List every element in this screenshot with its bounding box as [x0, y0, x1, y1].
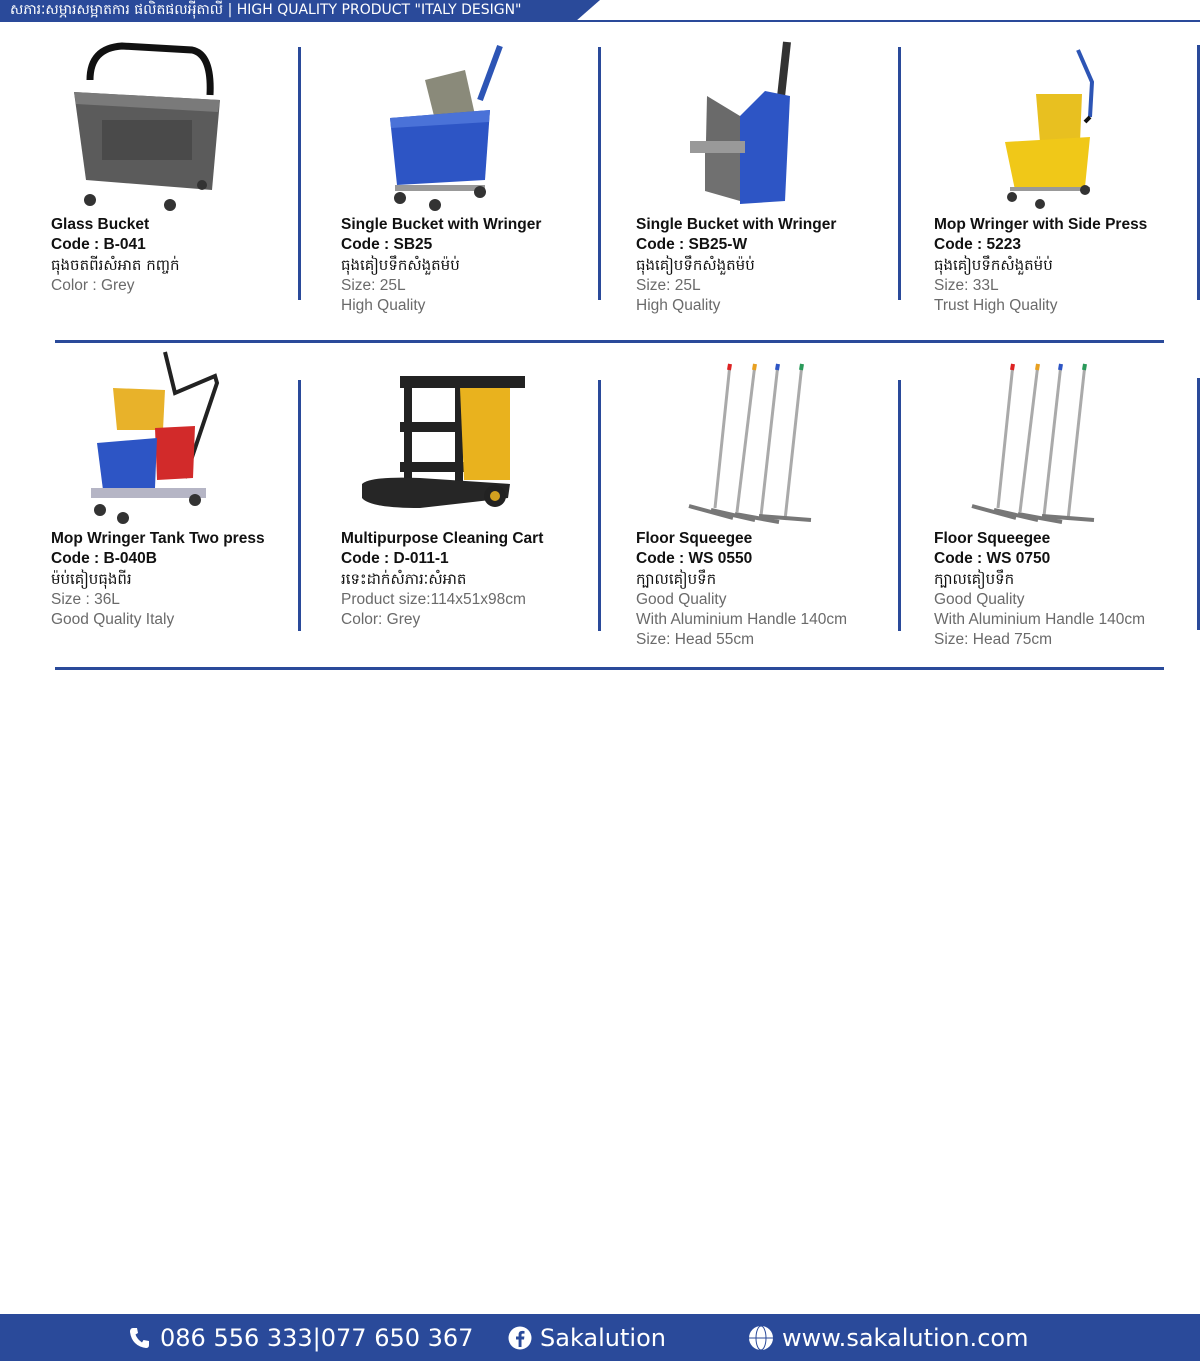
product-detail: Trust High Quality: [934, 297, 1058, 314]
column-divider: [898, 47, 901, 300]
product-code: Code : 5223: [934, 236, 1022, 253]
product-name: Floor Squeegee: [636, 530, 753, 547]
product-khmer-name: ម៉ប់គៀបធុងពីរ: [51, 570, 132, 588]
product-name: Floor Squeegee: [934, 530, 1051, 547]
product-code: Code : B-041: [51, 236, 146, 253]
product-detail: Size: Head 55cm: [636, 631, 755, 648]
side-press-wringer-image: [1000, 42, 1100, 212]
floor-squeegee-image: [685, 360, 815, 525]
row-divider: [55, 340, 1164, 343]
product-detail: High Quality: [636, 297, 721, 314]
product-code: Code : D-011-1: [341, 550, 449, 567]
product-khmer-name: ក្បាលគៀបទឹក: [636, 570, 717, 588]
product-khmer-name: ធុងគៀបទឹកសំងួតម៉ប់: [636, 256, 755, 274]
globe-icon: [748, 1325, 774, 1351]
product-name: Glass Bucket: [51, 216, 150, 233]
column-divider: [898, 380, 901, 631]
footer-website[interactable]: [748, 1314, 1028, 1361]
product-detail: Color: Grey: [341, 611, 421, 628]
two-press-tank-image: [85, 348, 225, 526]
product-code: Code : SB25: [341, 236, 433, 253]
product-code: Code : WS 0550: [636, 550, 753, 567]
product-name: Single Bucket with Wringer: [341, 216, 542, 233]
cleaning-cart-image: [360, 372, 530, 514]
product-khmer-name: ក្បាលគៀបទឹក: [934, 570, 1015, 588]
product-name: Single Bucket with Wringer: [636, 216, 837, 233]
product-detail: Color : Grey: [51, 277, 135, 294]
footer-bar: [0, 1314, 1200, 1361]
product-khmer-name: ធុងចតពីរសំអាត កញ្ចក់: [51, 256, 180, 274]
product-detail: Size : 36L: [51, 591, 120, 608]
header-rule: [0, 20, 1200, 22]
phone-icon: [128, 1326, 152, 1350]
product-name: Mop Wringer Tank Two press: [51, 530, 265, 547]
product-detail: High Quality: [341, 297, 426, 314]
wringer-image: [685, 36, 800, 211]
product-detail: Product size:114x51x98cm: [341, 591, 526, 608]
product-name: Multipurpose Cleaning Cart: [341, 530, 544, 547]
product-code: Code : B-040B: [51, 550, 157, 567]
header-title: សភារៈសម្ភារសម្អាតការ ផលិតផលអុីតាលី | HIGH QUALITY PRODUCT "ITALY DESIGN": [10, 2, 522, 18]
product-detail: Size: Head 75cm: [934, 631, 1053, 648]
product-detail: With Aluminium Handle 140cm: [636, 611, 848, 628]
product-detail: Size: 25L: [636, 277, 701, 294]
product-code: Code : SB25-W: [636, 236, 748, 253]
row-divider: [55, 667, 1164, 670]
product-detail: Good Quality: [934, 591, 1025, 608]
product-detail: With Aluminium Handle 140cm: [934, 611, 1146, 628]
website-url: www.sakalution.com: [782, 1323, 1029, 1352]
product-khmer-name: ធុងគៀបទឹកសំងួតម៉ប់: [934, 256, 1053, 274]
phone-number: 086 556 333|077 650 367: [160, 1323, 474, 1352]
product-name: Mop Wringer with Side Press: [934, 216, 1148, 233]
product-detail: Size: 25L: [341, 277, 406, 294]
product-detail: Good Quality Italy: [51, 611, 175, 628]
product-code: Code : WS 0750: [934, 550, 1051, 567]
footer-phone[interactable]: [128, 1314, 473, 1361]
floor-squeegee-image: [968, 360, 1098, 525]
glass-bucket-image: [62, 40, 232, 215]
product-khmer-name: រទេះដាក់សំភារៈសំអាត: [341, 570, 467, 588]
product-detail: Size: 33L: [934, 277, 999, 294]
product-khmer-name: ធុងគៀបទឹកសំងួតម៉ប់: [341, 256, 460, 274]
facebook-icon: [508, 1326, 532, 1350]
footer-facebook[interactable]: [508, 1314, 666, 1361]
mop-bucket-wringer-image: [385, 40, 505, 215]
product-detail: Good Quality: [636, 591, 727, 608]
facebook-name: Sakalution: [540, 1323, 666, 1352]
